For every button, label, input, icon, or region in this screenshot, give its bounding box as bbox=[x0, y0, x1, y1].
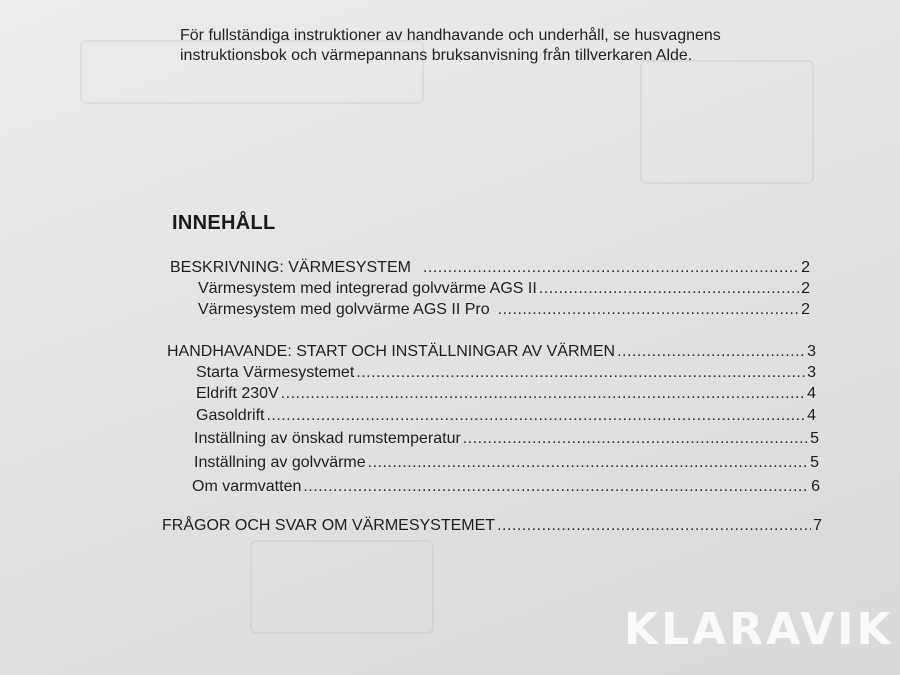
toc-entry-label: Gasoldrift bbox=[196, 407, 265, 424]
toc-entry-label: Värmesystem med integrerad golvvärme AGS II bbox=[198, 280, 537, 297]
show-through-box bbox=[250, 540, 434, 634]
show-through-box bbox=[640, 60, 814, 184]
toc-leader-dots bbox=[356, 363, 805, 383]
toc-entry bbox=[198, 279, 810, 299]
toc-entry bbox=[170, 258, 810, 278]
toc-entry-page: 3 bbox=[807, 364, 816, 381]
intro-paragraph bbox=[180, 26, 820, 66]
toc-entry-page: 5 bbox=[810, 430, 819, 447]
toc-leader-dots bbox=[498, 300, 799, 320]
toc-leader-dots bbox=[539, 279, 799, 299]
toc-entry-label: Inställning av önskad rumstemperatur bbox=[194, 430, 461, 447]
toc-entry-label: Om varmvatten bbox=[192, 478, 302, 495]
toc-entry-page: 7 bbox=[813, 517, 822, 534]
intro-line: För fullständiga instruktioner av handhavande och underhåll, se husvagnens bbox=[180, 27, 721, 44]
toc-leader-dots bbox=[368, 453, 808, 473]
toc-entry bbox=[196, 406, 816, 426]
toc-entry-page: 4 bbox=[807, 385, 816, 402]
toc-entry-page: 6 bbox=[811, 478, 820, 495]
klaravik-watermark-logo: KLARAVIK bbox=[624, 604, 894, 655]
toc-leader-dots bbox=[423, 258, 799, 278]
contents-heading: INNEHÅLL bbox=[172, 212, 276, 234]
toc-leader-dots bbox=[497, 516, 811, 536]
toc-entry-page: 4 bbox=[807, 407, 816, 424]
toc-leader-dots bbox=[303, 477, 809, 497]
toc-leader-dots bbox=[617, 342, 805, 362]
toc-leader-dots bbox=[463, 429, 808, 449]
toc-leader-dots bbox=[266, 406, 805, 426]
toc-entry bbox=[167, 342, 816, 362]
toc-leader-dots bbox=[281, 384, 805, 404]
toc-entry bbox=[198, 300, 810, 320]
toc-entry-page: 3 bbox=[807, 343, 816, 360]
toc-entry bbox=[196, 384, 816, 404]
toc-entry-label: HANDHAVANDE: START OCH INSTÄLLNINGAR AV VÄRMEN bbox=[167, 343, 616, 360]
toc-entry-label: Värmesystem med golvvärme AGS II Pro bbox=[198, 301, 490, 318]
toc-entry-page: 2 bbox=[801, 280, 810, 297]
intro-line: instruktionsbok och värmepannans bruksanvisning från tillverkaren Alde. bbox=[180, 47, 693, 64]
toc-entry-page: 2 bbox=[801, 259, 810, 276]
toc-entry bbox=[194, 453, 819, 473]
toc-entry bbox=[196, 363, 816, 383]
toc-entry-label: BESKRIVNING: VÄRMESYSTEM bbox=[170, 259, 411, 276]
toc-entry bbox=[192, 477, 820, 497]
toc-entry-label: FRÅGOR OCH SVAR OM VÄRMESYSTEMET bbox=[162, 517, 496, 534]
toc-entry-label: Inställning av golvvärme bbox=[194, 454, 366, 471]
toc-entry-page: 2 bbox=[801, 301, 810, 318]
toc-entry-page: 5 bbox=[810, 454, 819, 471]
toc-entry bbox=[194, 429, 819, 449]
toc-entry-label: Eldrift 230V bbox=[196, 385, 279, 402]
toc-entry bbox=[162, 516, 822, 536]
toc-entry-label: Starta Värmesystemet bbox=[196, 364, 355, 381]
